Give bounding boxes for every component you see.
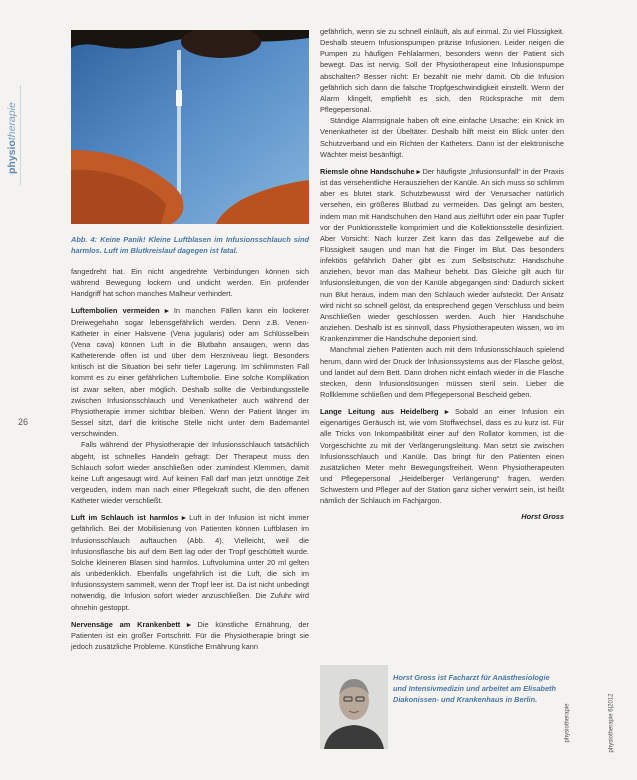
section-heading: Riemsle ohne Handschuhe ▸ [320,166,421,176]
section-label-rest: therapie [6,102,18,141]
section-label-bold: physio [6,140,18,174]
left-column [71,234,309,652]
paragraph: Ständige Alarmsignale haben oft eine einfache Ursache: ein Knick im Venenkatheter ist der Übeltäter. Deshalb hilft meist ein Blick unter den Schutzverband und ein Richten der Katheters. Dann ist der elektronische Wächter meist besänftigt. [320,116,564,159]
section-heading: Nervensäge am Krankenbett ▸ [71,619,191,629]
paragraph: Falls während der Physiotherapie der Infusionsschlauch tatsächlich abgeht, ist schnelles Handeln gefragt: Der Therapeut muss den Schlauch sofort wieder anschließen oder zumindest Klemmen, damit keine Luft angesaugt wird. Auf keinen Fall darf man jetzt unnötige Zeit vergeuden, indem man nach einer Pflegekraft sucht, die den offenen Katheter wieder verschließt. [71,440,309,506]
infusion-photo [71,30,309,224]
right-column [320,26,564,522]
section-label [4,88,18,178]
section-heading: Luftembolien vermeiden ▸ [71,306,169,316]
section-rule [20,85,21,185]
author-bio: Horst Gross ist Facharzt für Anästhesiologie und Intensivmedizin und arbeitet am Elisabeth Diakonissen- und Krankenhaus in Berlin. [393,673,557,705]
intro-paragraph: fangedreht hat. Ein nicht angedrehte Verbindungen können sich während Bewegung lockern und undicht werden. Ein prüfender Handgriff hat schon manches Malheur verhindert. [71,267,309,299]
paragraph: gefährlich, wenn sie zu schnell einläuft, als auf einmal. Zu viel Flüssigkeit. Deshalb steuern Infusionspumpen präzise Infusionen. Leider neigen die Pumpen zu häufigen Fehlalarmen, besonders wenn der Patient sich bewegt. Das ist nervig. Soll der Physiotherapeut eine Infusionspumpe abschalten? Besser nicht: Er bezahlt nie mehr damit. Ob die Infusion gefährlich sich dann die falsche Tropfgeschwindigkeit einstellt. Wenn der Alarm klingelt, empfiehlt es sich, den Rücksprache mit dem Pflegepersonal. [320,27,564,115]
figure-caption: Abb. 4: Keine Panik! Kleine Luftblasen im Infusionsschlauch sind harmlos. Luft im Blutkreislauf dagegen ist fatal. [71,235,309,255]
page-number: 26 [18,417,29,427]
author-name: Horst Gross [521,511,564,521]
author-photo [320,665,388,749]
section-heading: Lange Leitung aus Heidelberg ▸ [320,407,449,417]
vertical-issue-label: physiotherapie 6|2012 [608,693,615,753]
section-air-embolism [71,305,309,439]
paragraph: Manchmal ziehen Patienten auch mit dem Infusionsschlauch spielend herum, dann wird der Druck der Infusionssystems aus der Flasche gelöst, und landet auf dem Bett. Dann drohen nicht einfach wieder in die Flasche stecken, denn Infusionslösungen müssen steril sein. Lieber die Rollklemme schließen und dem Pflegepersonal Bescheid geben. [320,345,564,399]
section-body: In manchen Fällen kann ein lockerer Dreiwegehahn sogar lebensgefährlich werden. Denn z.B. Venen-Katheter in einer Halsvene (Vena jugularis) oder am Schlüsselbein (Vena cava) können Luft in die Blutbahn ansaugen, wenn das Katheterende offen ist und über dem Herzniveau liegt. Besonders kritisch ist die Situation bei sehr tiefer Lagerung. Im schlimmsten Fall kommt es zu einer gefährlichen Luftembolie. Eine solche Komplikation ist zwar selten, aber möglich. Deshalb sollte die Verbindungsstelle zwischen Infusionsschlauch und Venenkatheter auch während der Physiotherapie immer sichtbar bleiben. Wenn der Patient länger im Sessel sitzt, darf die kritische Stelle nicht unter dem Bademantel verschwinden. [71,306,309,439]
section-body: Die künstliche Ernährung, der Patienten ist ein großer Fortschritt. Für die Physiotherapie bringt sie jedoch zusätzliche Probleme. Künstliche Ernährung kann [71,619,310,651]
section-body: Der häufigste „Infusionsunfall“ in der Praxis ist das versehentliche Herausziehen der Kanüle. An sich muss so schlimm aber es blutet stark. Schutzbewusst wird der Verursacher natürlich versehen, ein größeres Blutbad zu vermeiden. Das gelingt am besten, indem man mit Handschuhen den Hand aus zielführt oder ein paar Tupfer vor der Punktionsstelle komprimiert und die Kollektionsstelle desinfiziert. Aber Vorsicht: Nach kurzer Zeit kann das das Zellgewebe auf die Flüssigkeit saugen und man hat die Finger im Blut. Das besonders infektiös gefährlich Daher gibt es zum Selbstschutz: Handschuhe anziehen, bevor man das Malheur behebt. Das Gleiche gilt auch für Infusionsleitungen, die von der Kanüle abgegangen sind: Dadurch sickert nun Blut heraus, indem man den Schlauch wieder aufsteckt. Der Ansatz wird nicht so schnell gelöst, da entsprechend gegen Verschluss und beim Anschließen wieder geschlossen werden. Auch hier Handschuhe anziehen. Deshalb ist es sinnvoll, dass Physiotherapeuten wissen, wo im Krankenzimmer die Handschuhe deponiert sind. [320,166,564,344]
section-heading: Luft im Schlauch ist harmlos ▸ [71,513,186,523]
section-gloves [320,166,564,345]
section-body: Sobald an einer Infusion ein eigenartiges Geräusch ist, wie vom Stoffwechsel, dass es zu kurz ist. Für alle Tricks von Inkompatibilität einer auf den Rollator kommen, ist die Vorgeschichte zu mit der Verlängerungsleitung. Man setzt sie zwischen Infusionsschlauch und Kanüle. Das bringt für den Patienten einen zusätzlichen Meter mehr Bewegungsfreiheit. Wenn Physiotherapeuten und Pflegepersonal „Heidelberger Verlängerung“ fragen, werden Schwestern und Pfleger auf der Station ganz sicher verwirrt sein, ist heißt nämlich der Schlauch im Fachjargon. [320,407,564,506]
section-body: Luft in der Infusion ist nicht immer gefährlich. Bei der Mobilisierung von Patienten können Luftblasen im Infusionsschlauch auftauchen (Abb. 4). Vielleicht, weil die Infusionsflasche bis auf dem Bett lag oder der Tropf geschüttelt wurde. Solche kleineren Blasen sind harmlos. Luftvolumina unter 20 ml gelten als unbedenklich. Ebenfalls ungefährlich ist die Luft, die sich im Infusionssystem sammelt, wenn der Tropf leer ist. Da ist nicht unbedingt notwendig, die Infusion sofort wieder anzuschließen. Die Zufuhr wird ohnehin gestoppt. [71,513,309,612]
section-bedside-nuisance [71,619,309,652]
section-air-in-tube [71,512,309,612]
section-heidelberg [320,406,564,506]
vertical-journal-label: physiotherapie [564,703,571,743]
